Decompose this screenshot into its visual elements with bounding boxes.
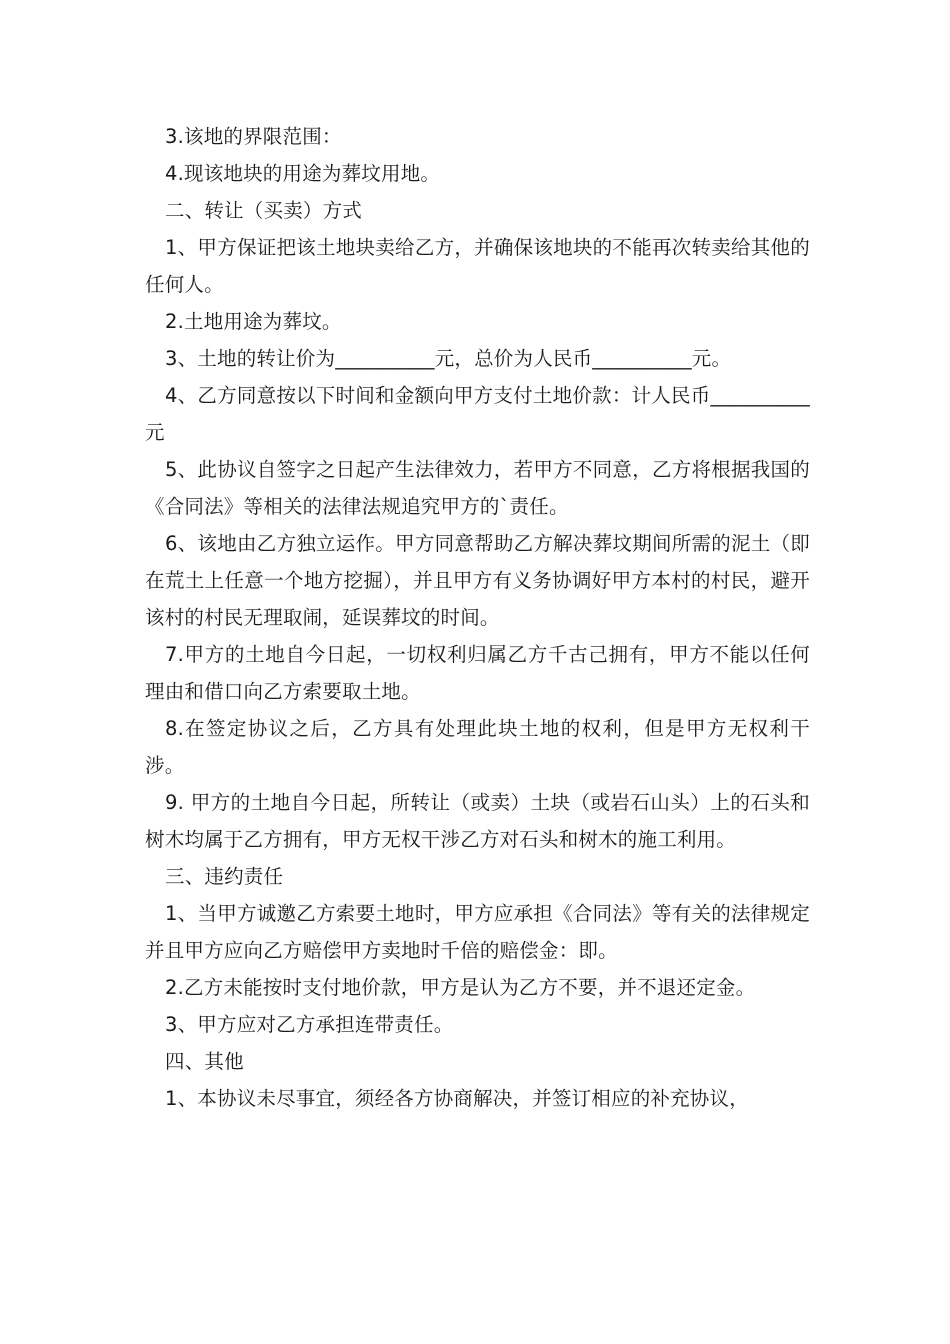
paragraph-payment: 4、乙方同意按以下时间和金额向甲方支付土地价款：计人民币__________元 [145,384,810,444]
document-body [145,118,810,1117]
paragraph-compensation: 1、当甲方诚邀乙方索要土地时，甲方应承担《合同法》等有关的法律规定并且甲方应向乙方赔偿甲方卖地时千倍的赔偿金：即。 [145,902,810,962]
paragraph-operation: 6、该地由乙方独立运作。甲方同意帮助乙方解决葬坟期间所需的泥土（即在荒土上任意一个地方挖掘），并且甲方有义务协调好甲方本村的村民，避开该村的村民无理取闹，延误葬坟的时间。 [145,532,810,629]
section-heading-other: 四、其他 [165,1050,244,1073]
paragraph-legal-effect: 5、此协议自签字之日起产生法律效力，若甲方不同意，乙方将根据我国的《合同法》等相关的法律法规追究甲方的`责任。 [145,458,810,518]
section-heading-transfer: 二、转让（买卖）方式 [165,199,363,222]
paragraph-supplementary: 1、本协议未尽事宜，须经各方协商解决，并签订相应的补充协议， [165,1087,749,1110]
paragraph-land-purpose: 2.土地用途为葬坟。 [165,310,342,333]
paragraph-guarantee: 1、甲方保证把该土地块卖给乙方，并确保该地块的不能再次转卖给其他的任何人。 [145,236,810,296]
paragraph-land-use: 4.现该地块的用途为葬坟用地。 [165,162,441,185]
paragraph-boundary: 3.该地的界限范围： [165,125,342,148]
paragraph-disposal-rights: 8.在签定协议之后，乙方具有处理此块土地的权利，但是甲方无权利干涉。 [145,717,810,777]
section-heading-breach: 三、违约责任 [165,865,284,888]
paragraph-stones-trees: 9. 甲方的土地自今日起，所转让（或卖）土块（或岩石山头）上的石头和树木均属于乙方拥有，甲方无权干涉乙方对石头和树木的施工利用。 [145,791,810,851]
paragraph-ownership: 7.甲方的土地自今日起，一切权利归属乙方千古己拥有，甲方不能以任何理由和借口向乙方索要取土地。 [145,643,810,703]
paragraph-joint-liability: 3、甲方应对乙方承担连带责任。 [165,1013,454,1036]
paragraph-late-payment: 2.乙方未能按时支付地价款，甲方是认为乙方不要，并不退还定金。 [165,976,756,999]
paragraph-price: 3、土地的转让价为__________元，总价为人民币__________元。 [165,347,732,370]
